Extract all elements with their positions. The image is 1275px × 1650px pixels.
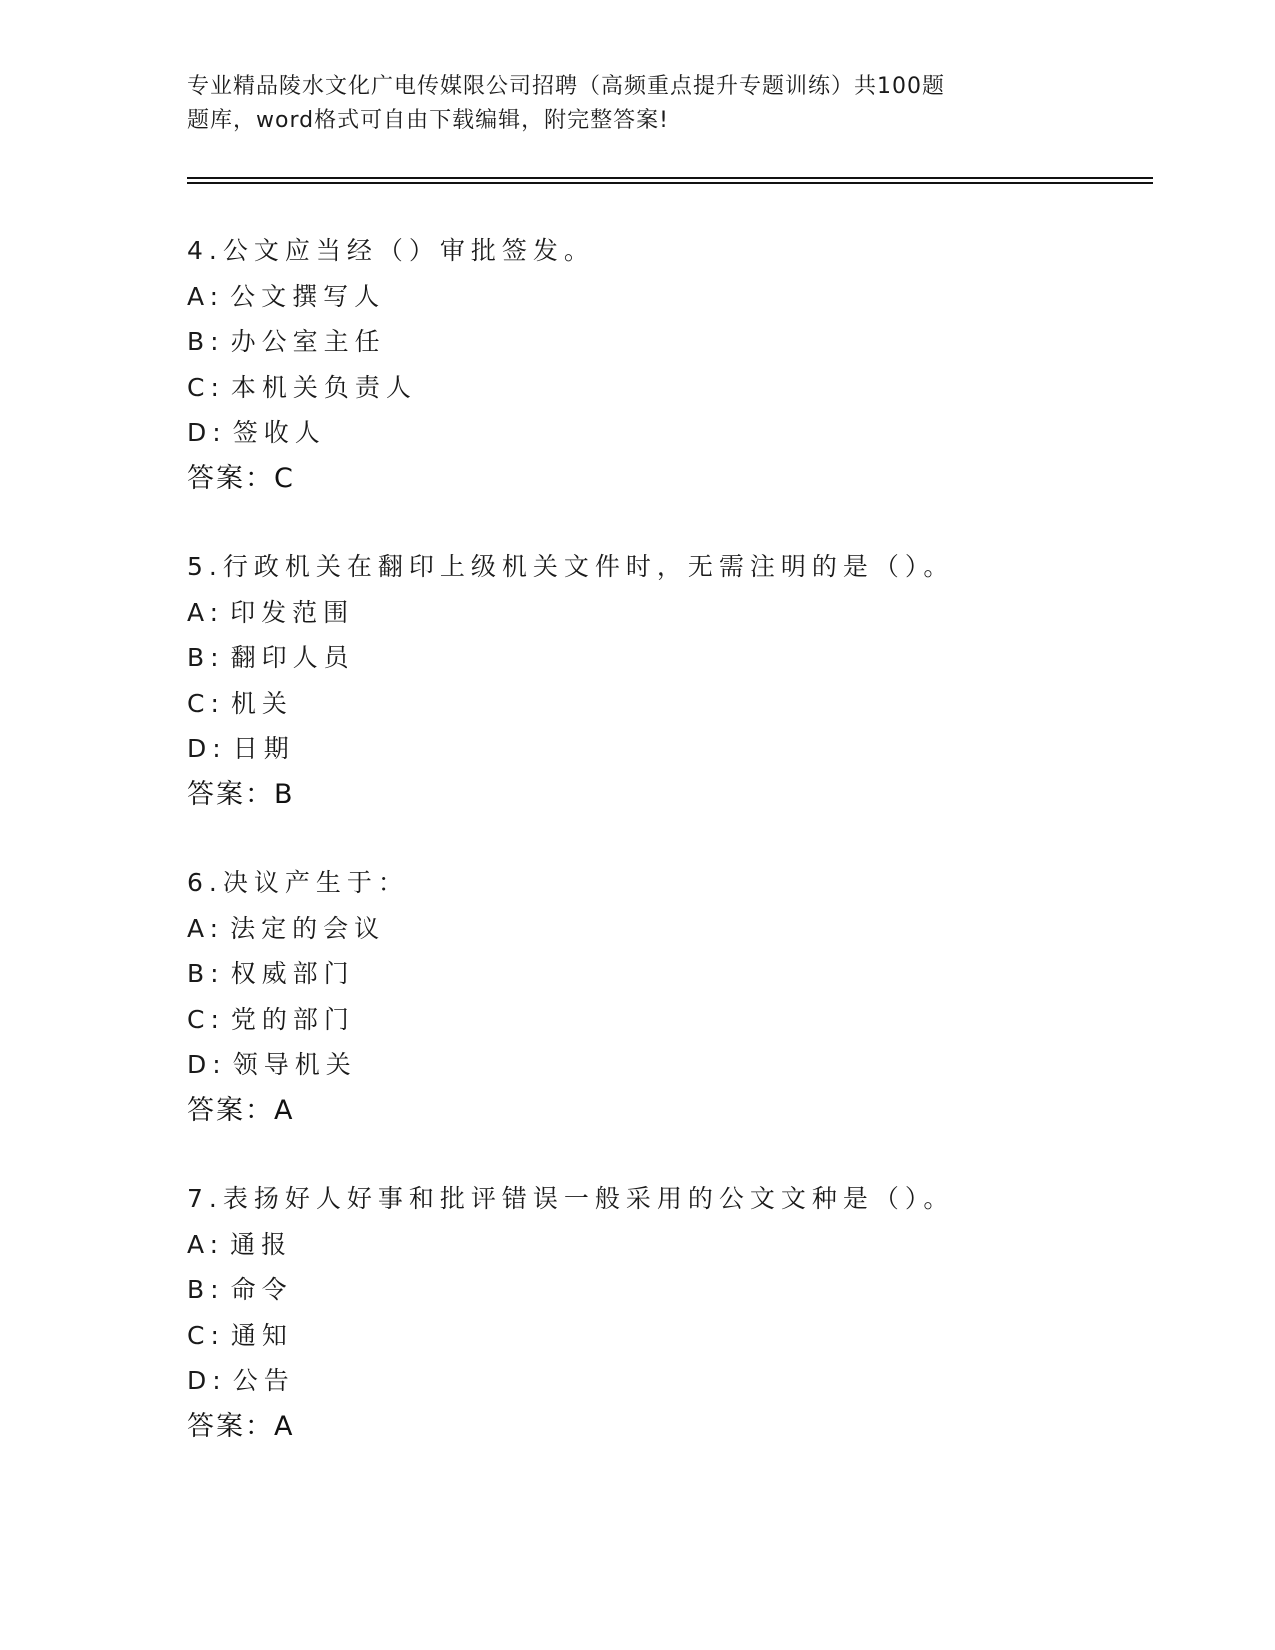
option-label: B: (187, 959, 225, 989)
answer-line: 答案：C (187, 462, 295, 494)
header-divider-top (187, 177, 1153, 179)
option-label: C: (187, 372, 225, 402)
option-text: 通知 (230, 1320, 293, 1350)
question-block (187, 1176, 1147, 1449)
option-text: 公告 (232, 1366, 295, 1396)
option-c (187, 1313, 1147, 1359)
option-b (187, 635, 1147, 681)
option-label: D: (187, 1050, 227, 1080)
option-label: B: (187, 1275, 225, 1305)
option-d (187, 1358, 1147, 1404)
option-label: A: (187, 597, 225, 627)
answer-line: 答案：A (187, 1410, 295, 1442)
option-a (187, 274, 1147, 320)
document-header (187, 70, 1017, 138)
option-text: 领导机关 (232, 1050, 357, 1080)
question-stem: 4.公文应当经（）审批签发。 (187, 236, 595, 265)
option-label: A: (187, 281, 225, 311)
question-stem: 6.决议产生于： (187, 868, 409, 897)
option-a (187, 906, 1147, 952)
question-block (187, 860, 1147, 1133)
option-text: 日期 (232, 734, 295, 764)
option-text: 印发范围 (230, 597, 355, 627)
header-line-1: 专业精品陵水文化广电传媒限公司招聘（高频重点提升专题训练）共100题 (187, 74, 945, 99)
option-b (187, 319, 1147, 365)
question-stem: 5.行政机关在翻印上级机关文件时，无需注明的是（）。 (187, 552, 955, 581)
option-label: B: (187, 643, 225, 673)
option-c (187, 681, 1147, 727)
option-text: 公文撰写人 (230, 281, 386, 311)
option-text: 翻印人员 (230, 643, 355, 673)
question-block (187, 228, 1147, 501)
option-label: C: (187, 688, 225, 718)
option-label: B: (187, 327, 225, 357)
question-stem: 7.表扬好人好事和批评错误一般采用的公文文种是（）。 (187, 1184, 955, 1213)
option-b (187, 951, 1147, 997)
option-label: C: (187, 1320, 225, 1350)
option-a (187, 1222, 1147, 1268)
option-c (187, 997, 1147, 1043)
option-text: 党的部门 (230, 1004, 355, 1034)
option-d (187, 410, 1147, 456)
option-b (187, 1267, 1147, 1313)
option-text: 机关 (230, 688, 293, 718)
option-text: 法定的会议 (230, 913, 386, 943)
option-label: D: (187, 734, 227, 764)
option-text: 命令 (230, 1275, 293, 1305)
answer-line: 答案：A (187, 1094, 295, 1126)
option-c (187, 365, 1147, 411)
option-d (187, 726, 1147, 772)
option-text: 通报 (230, 1229, 293, 1259)
option-a (187, 590, 1147, 636)
option-label: D: (187, 1366, 227, 1396)
header-line-2: 题库，word格式可自由下载编辑，附完整答案! (187, 108, 669, 133)
option-label: D: (187, 418, 227, 448)
header-divider-bottom (187, 182, 1153, 184)
question-block (187, 544, 1147, 817)
option-d (187, 1042, 1147, 1088)
option-text: 签收人 (232, 418, 326, 448)
option-label: A: (187, 1229, 225, 1259)
answer-line: 答案：B (187, 778, 295, 810)
option-text: 办公室主任 (230, 327, 386, 357)
option-label: A: (187, 913, 225, 943)
option-text: 权威部门 (230, 959, 355, 989)
option-text: 本机关负责人 (230, 372, 417, 402)
option-label: C: (187, 1004, 225, 1034)
